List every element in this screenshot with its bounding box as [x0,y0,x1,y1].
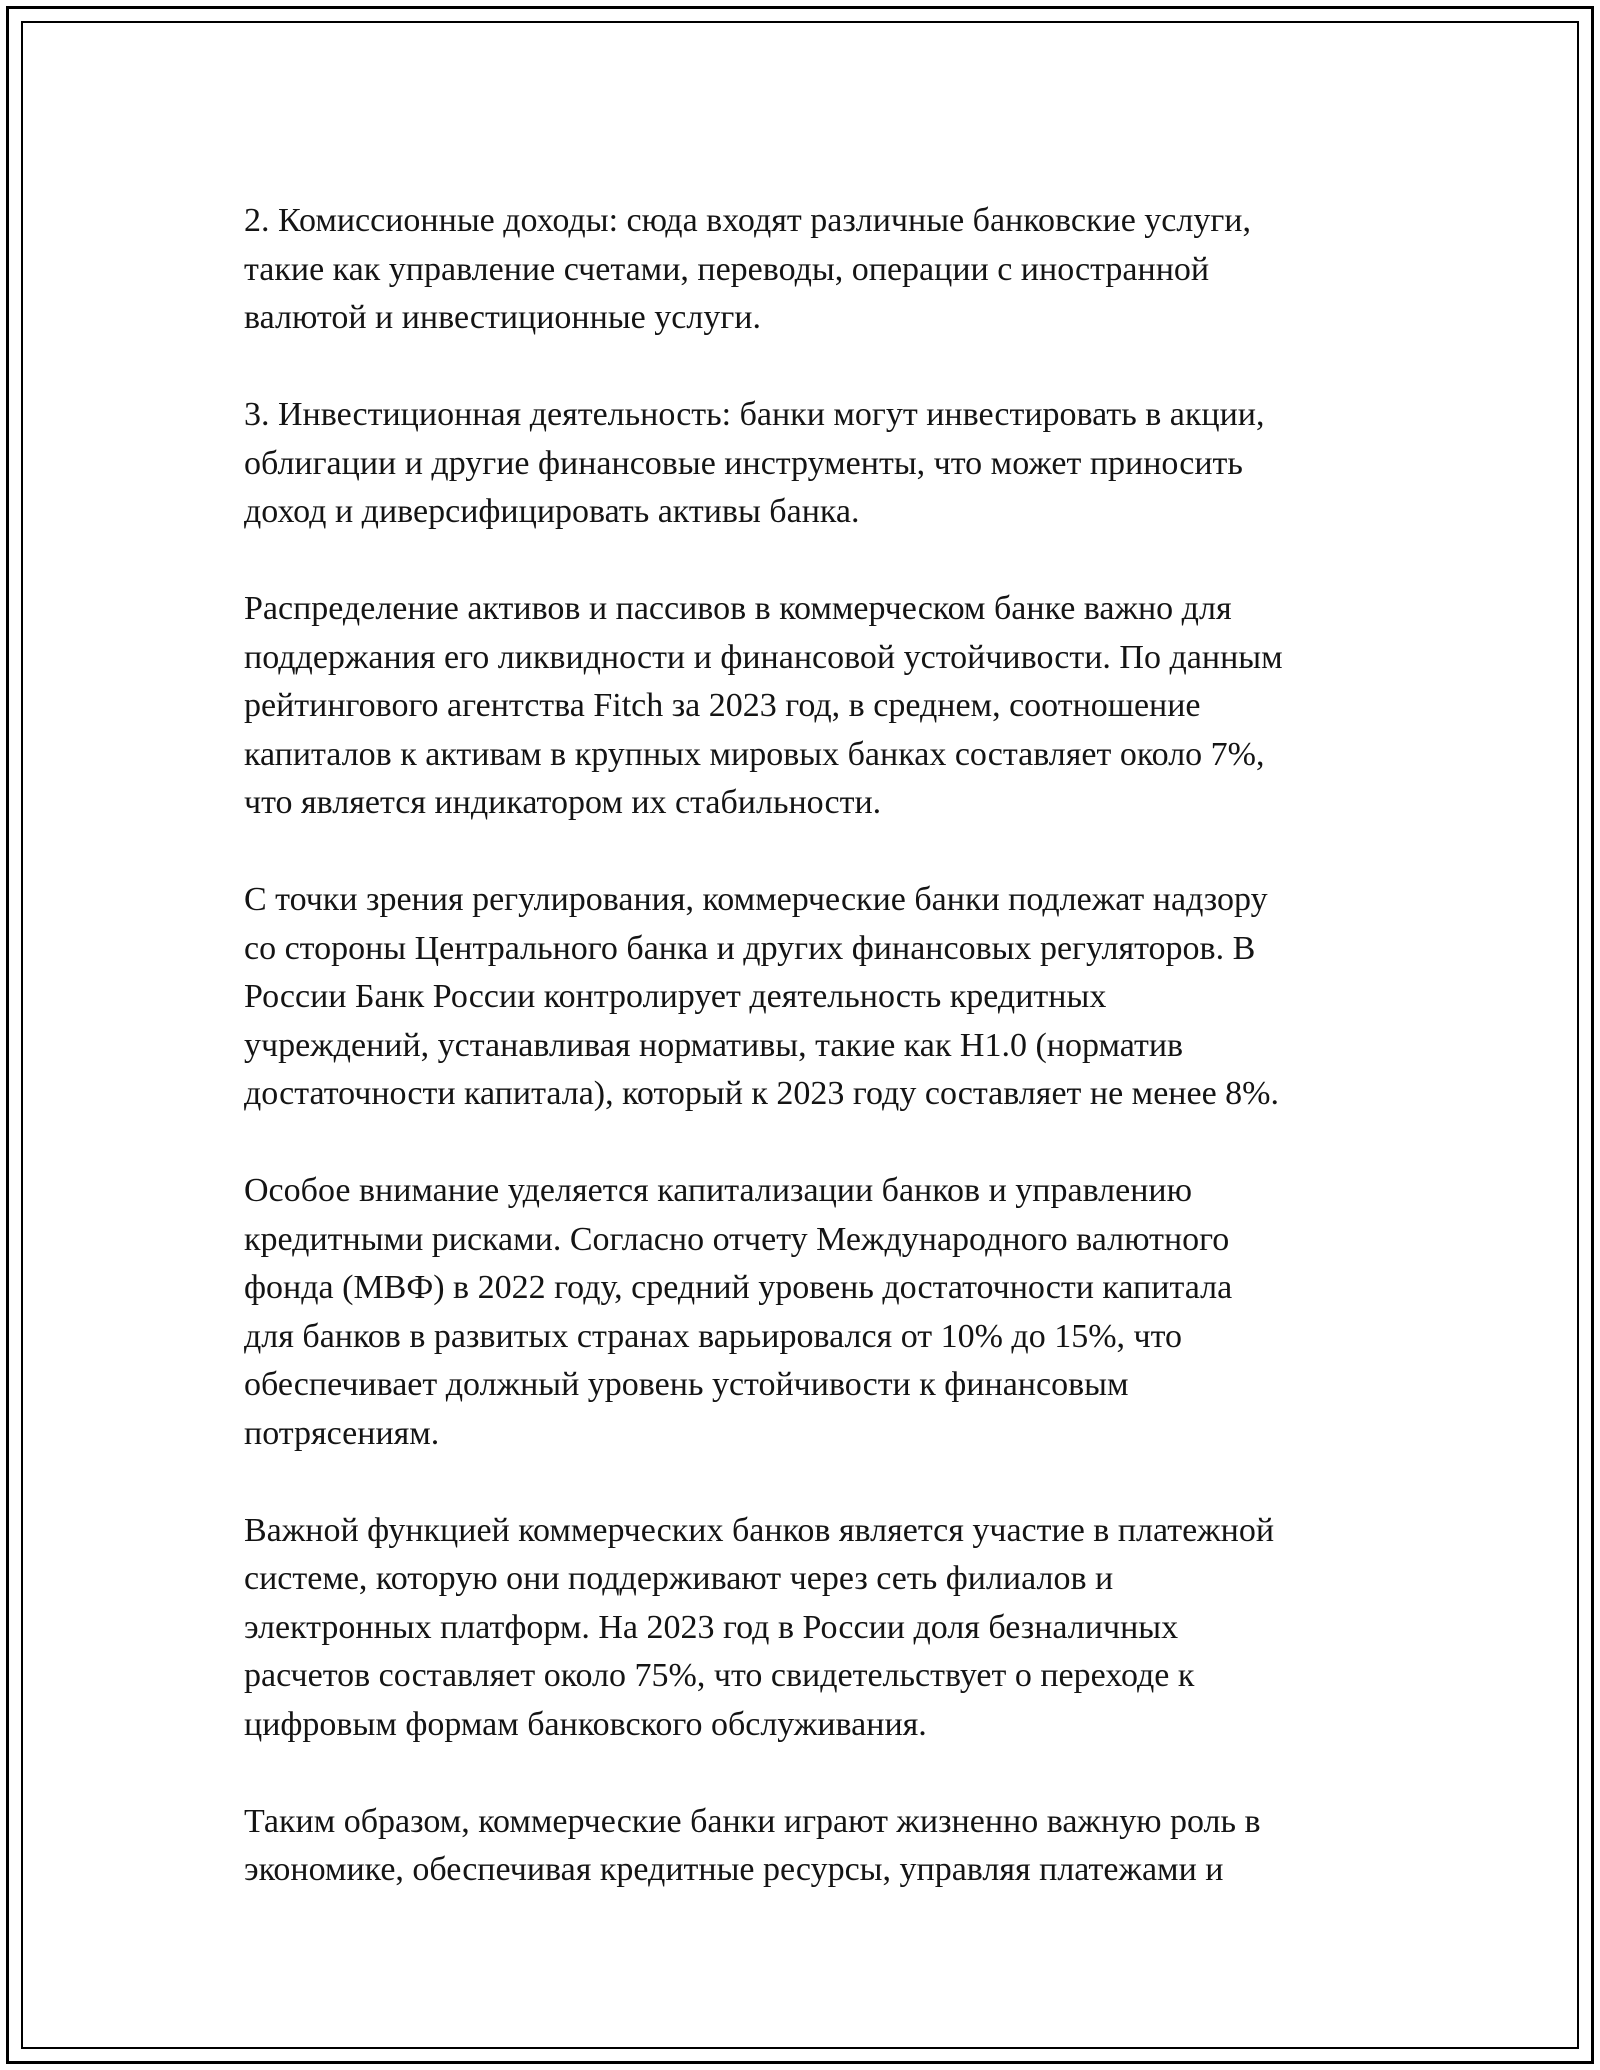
paragraph-commission-income: 2. Комиссионные доходы: сюда входят различные банковские услуги, такие как управление счетами, переводы, операции с иностранной валютой и инвестиционные услуги. [244,202,1251,336]
page-frame [6,6,1594,2064]
paragraph-asset-distribution: Распределение активов и пассивов в коммерческом банке важно для поддержания его ликвидности и финансовой устойчивости. По данным рейтингового агентства Fitch за 2023 год, в среднем, соотношение капиталов к активам в крупных мировых банках составляет около 7%, что является индикатором их стабильности. [244,590,1283,821]
paragraph-conclusion: Таким образом, коммерческие банки играют жизненно важную роль в экономике, обеспечивая кредитные ресурсы, управляя платежами и [244,1802,1261,1888]
paragraph-capitalization: Особое внимание уделяется капитализации банков и управлению кредитными рисками. Согласно отчету Международного валютного фонда (МВФ) в 2022 году, средний уровень достаточности капитала для банков в развитых странах варьировался от 10% до 15%, что обеспечивает должный уровень устойчивости к финансовым потрясениям. [244,1172,1233,1452]
paragraph-payment-system: Важной функцией коммерческих банков является участие в платежной системе, которую они поддерживают через сеть филиалов и электронных платформ. На 2023 год в России доля безналичных расчетов составляет около 75%, что свидетельствует о переходе к цифровым формам банковского обслуживания. [244,1511,1275,1743]
paragraph-investment-activity: 3. Инвестиционная деятельность: банки могут инвестировать в акции, облигации и другие финансовые инструменты, что может приносить доход и диверсифицировать активы банка. [244,396,1265,530]
document-body [244,197,1394,1895]
paragraph-regulation: С точки зрения регулирования, коммерческие банки подлежат надзору со стороны Центрального банка и других финансовых регуляторов. В России Банк России контролирует деятельность кредитных учреждений, устанавливая нормативы, такие как Н1.0 (норматив достаточности капитала), который к 2023 году составляет не менее 8%. [244,881,1279,1112]
